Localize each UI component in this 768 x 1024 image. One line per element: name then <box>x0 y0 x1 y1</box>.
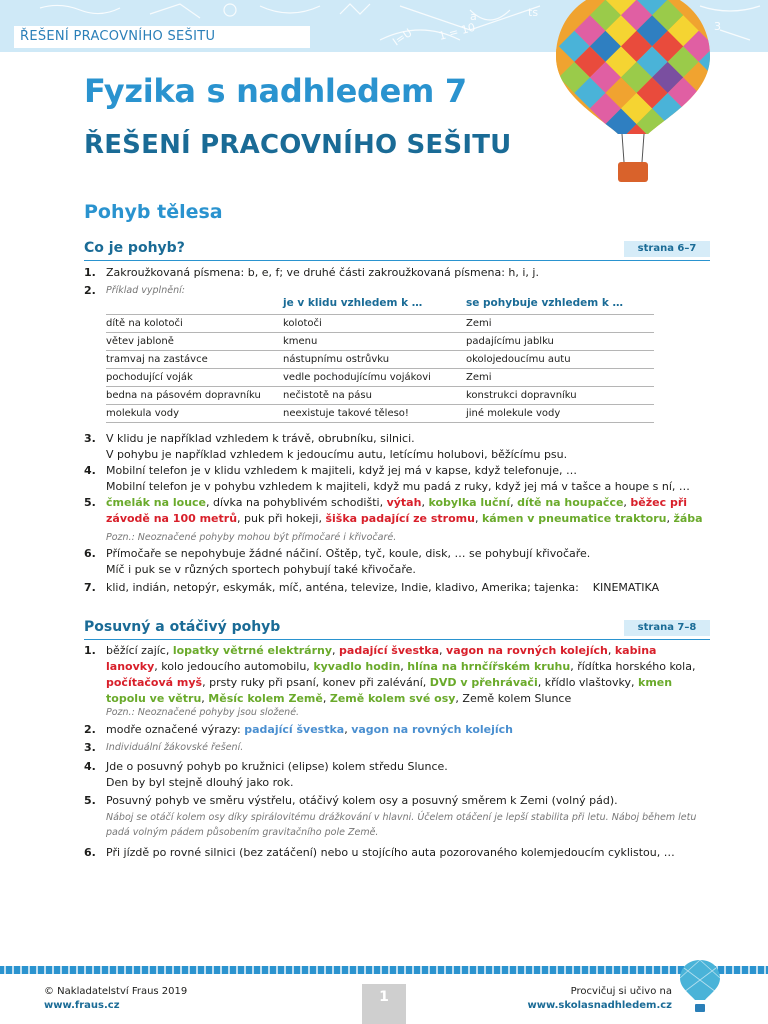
practice-text: Procvičuj si učivo na <box>570 986 672 997</box>
table-cell: tramvaj na zastávce <box>106 351 283 369</box>
text-fragment: , dívka na pohyblivém schodišti, <box>206 496 387 509</box>
page-number: 1 <box>362 984 406 1024</box>
document-subtitle: ŘEŠENÍ PRACOVNÍHO SEŠITU <box>84 130 512 160</box>
banner-label: ŘEŠENÍ PRACOVNÍHO SEŠITU <box>14 26 310 48</box>
highlighted-answer: Země kolem své osy <box>329 692 456 705</box>
table-cell: Zemi <box>466 315 654 333</box>
crossword-answer: KINEMATIKA <box>592 581 660 594</box>
highlighted-answer: kyvadlo hodin <box>313 660 401 673</box>
table-cell: konstrukci dopravníku <box>466 387 654 405</box>
item-text-line: Přímočaře se nepohybuje žádné náčiní. Oštěp, tyč, koule, disk, … se pohybují křivočaře. <box>106 547 591 560</box>
highlighted-answer: počítačová myš <box>106 676 203 689</box>
item-number: 7. <box>84 581 96 594</box>
item-text-line: V pohybu je například vzhledem k jedoucímu autu, letícímu holubovi, běžícímu psu. <box>106 448 568 461</box>
text-fragment: , křídlo vlaštovky, <box>537 676 638 689</box>
table-row <box>106 369 654 387</box>
highlighted-answer: kmen topolu ve větru <box>106 676 673 705</box>
item-text: Zakroužkovaná písmena: b, e, f; ve druhé části zakroužkovaná písmena: h, i, j. <box>106 266 539 279</box>
text-fragment: klid, indián, netopýr, eskymák, míč, anténa, televize, Indie, kladivo, Amerika; tajenka: <box>106 581 579 594</box>
text-fragment: modře označené výrazy: <box>106 723 245 736</box>
table-cell: jiné molekule vody <box>466 405 654 423</box>
balloon-logo-icon <box>678 958 722 1014</box>
copyright-text: © Nakladatelství Fraus 2019 <box>44 986 188 997</box>
item-number: 2. <box>84 723 96 736</box>
item-number: 3. <box>84 432 96 445</box>
item-note: Příklad vyplnění: <box>106 285 185 296</box>
text-fragment: , <box>400 660 408 673</box>
item-text: Při jízdě po rovné silnici (bez zatáčení) nebo u stojícího auta pozorovaného kolemjedoucím cyklistou, … <box>106 846 675 859</box>
svg-text:1 = 10: 1 = 10 <box>437 20 477 43</box>
table-cell: Zemi <box>466 369 654 387</box>
item-text-line: Mobilní telefon je v klidu vzhledem k majiteli, když jej má v kapse, když telefonuje, … <box>106 464 577 477</box>
item-note: Individuální žákovské řešení. <box>106 742 244 753</box>
highlighted-answer: šiška padající ze stromu <box>325 512 475 525</box>
table-cell: kmenu <box>283 333 466 351</box>
svg-text:a: a <box>470 10 477 23</box>
motion-reference-table <box>106 295 654 423</box>
section-title: Pohyb tělesa <box>84 201 223 223</box>
text-fragment: , <box>344 723 352 736</box>
svg-text:I=U: I=U <box>390 26 415 49</box>
text-fragment: , <box>607 644 615 657</box>
highlighted-answer: vagon na rovných kolejích <box>351 723 514 736</box>
text-fragment: , <box>439 644 447 657</box>
item-text <box>84 722 710 738</box>
answer-item-7 <box>84 580 710 596</box>
table-row <box>106 315 654 333</box>
text-fragment: , prsty ruky při psaní, konev při zalévání, <box>202 676 430 689</box>
highlighted-answer: běžec při závodě na 100 metrů <box>106 496 688 525</box>
item-note: Náboj se otáčí kolem osy díky spirálovitému drážkování v hlavni. Účelem otáčení je lepší stabilita při letu. Náboj během letu padá volným pádem působením gravitačního pole Země. <box>106 812 697 838</box>
table-cell: molekula vody <box>106 405 283 423</box>
answer-item-6 <box>84 845 710 861</box>
table-cell: bedna na pásovém dopravníku <box>106 387 283 405</box>
text-fragment: , <box>474 512 482 525</box>
svg-text:ts: ts <box>528 6 539 19</box>
table-cell: padajícímu jablku <box>466 333 654 351</box>
text-fragment: , <box>332 644 340 657</box>
text-fragment: , <box>421 496 429 509</box>
page-reference-tag: strana 7–8 <box>624 620 710 636</box>
table-cell: kolotoči <box>283 315 466 333</box>
item-text-line: Den by byl stejně dlouhý jako rok. <box>106 776 294 789</box>
item-number: 2. <box>84 284 96 297</box>
highlighted-answer: padající švestka <box>244 723 345 736</box>
table-cell: vedle pochodujícímu vojákovi <box>283 369 466 387</box>
highlighted-answer: dítě na houpačce <box>517 496 624 509</box>
item-text: Posuvný pohyb ve směru výstřelu, otáčivý kolem osy a posuvný směrem k Zemi (volný pád). <box>106 794 618 807</box>
highlighted-answer: vagon na rovných kolejích <box>446 644 608 657</box>
subsection-title: Posuvný a otáčivý pohyb <box>84 619 281 635</box>
item-text-line: Mobilní telefon je v pohybu vzhledem k majiteli, když mu padá z ruky, když jej má v tašce a houpe s ní, … <box>106 480 690 493</box>
item-text <box>84 580 710 596</box>
table-cell: větev jabloně <box>106 333 283 351</box>
highlighted-answer: Měsíc kolem Země <box>208 692 323 705</box>
text-fragment: , Země kolem Slunce <box>455 692 572 705</box>
practice-link[interactable]: www.skolasnadhledem.cz <box>527 1000 672 1011</box>
answer-item-5 <box>84 793 710 809</box>
table-cell: nečistotě na pásu <box>283 387 466 405</box>
text-fragment: , kolo jedoucího automobilu, <box>154 660 314 673</box>
footer-decorative-border <box>0 966 768 974</box>
table-cell: nástupnímu ostrůvku <box>283 351 466 369</box>
item-number: 4. <box>84 464 96 477</box>
answer-item-3 <box>84 431 710 463</box>
text-fragment: , <box>510 496 518 509</box>
subsection-header-co-je-pohyb <box>84 239 710 261</box>
svg-text:3: 3 <box>714 20 721 33</box>
item-number: 1. <box>84 644 96 657</box>
table-header <box>106 295 283 315</box>
answer-item-2 <box>84 722 710 738</box>
highlighted-answer: kabina lanovky <box>106 644 657 673</box>
subsection-title: Co je pohyb? <box>84 240 185 256</box>
highlighted-answer: kámen v pneumatice traktoru <box>481 512 667 525</box>
table-cell: neexistuje takové těleso! <box>283 405 466 423</box>
footer-publisher <box>44 985 187 1013</box>
highlighted-answer: hlína na hrnčířském kruhu <box>407 660 571 673</box>
highlighted-answer: čmelák na louce <box>106 496 207 509</box>
table-header: se pohybuje vzhledem k … <box>466 295 654 315</box>
answer-item-4 <box>84 759 710 791</box>
document-title: Fyzika s nadhledem 7 <box>84 72 467 110</box>
text-fragment: , puk při hokeji, <box>237 512 326 525</box>
highlighted-answer: lopatky větrné elektrárny <box>172 644 333 657</box>
text-fragment: , řídítka horského kola, <box>570 660 696 673</box>
table-row <box>106 387 654 405</box>
table-row <box>106 333 654 351</box>
table-header-row <box>106 295 654 315</box>
text-fragment: , <box>201 692 209 705</box>
item-number: 1. <box>84 266 96 279</box>
highlighted-answer: DVD v přehrávači <box>429 676 538 689</box>
subsection-header-posuvny-pohyb <box>84 618 710 640</box>
answer-item-5 <box>84 495 710 527</box>
highlighted-answer: padající švestka <box>339 644 440 657</box>
table-row <box>106 405 654 423</box>
item-number: 3. <box>84 741 96 754</box>
page-reference-tag: strana 6–7 <box>624 241 710 257</box>
highlighted-answer: kobylka luční <box>428 496 511 509</box>
item-text <box>84 495 710 527</box>
text-fragment: běžící zajíc, <box>106 644 173 657</box>
item-number: 5. <box>84 794 96 807</box>
text-fragment: , <box>623 496 631 509</box>
item-note: Pozn.: Neoznačené pohyby jsou složené. <box>106 707 300 718</box>
item-number: 6. <box>84 547 96 560</box>
answer-item-4 <box>84 463 710 495</box>
publisher-link[interactable]: www.fraus.cz <box>44 1000 120 1011</box>
answer-item-6 <box>84 546 710 578</box>
answer-item-3 <box>84 740 710 756</box>
answer-item-1 <box>84 265 710 281</box>
item-text-line: Jde o posuvný pohyb po kružnici (elipse) kolem středu Slunce. <box>106 760 448 773</box>
table-header: je v klidu vzhledem k … <box>283 295 466 315</box>
item-text <box>84 643 710 707</box>
highlighted-answer: žába <box>673 512 703 525</box>
item-number: 6. <box>84 846 96 859</box>
table-cell: pochodující voják <box>106 369 283 387</box>
item-text-line: Míč i puk se v různých sportech pohybují také křivočaře. <box>106 563 416 576</box>
item-note: Pozn.: Neoznačené pohyby mohou být přímočaré i křivočaré. <box>106 532 397 543</box>
table-row <box>106 351 654 369</box>
text-fragment: , <box>666 512 674 525</box>
item-number: 4. <box>84 760 96 773</box>
footer-practice <box>528 985 672 1013</box>
hot-air-balloon-illustration <box>548 0 718 190</box>
table-cell: okolojedoucímu autu <box>466 351 654 369</box>
answer-item-1 <box>84 643 710 707</box>
item-text-line: V klidu je například vzhledem k trávě, obrubníku, silnici. <box>106 432 415 445</box>
item-number: 5. <box>84 496 96 509</box>
text-fragment: , <box>322 692 330 705</box>
highlighted-answer: výtah <box>386 496 422 509</box>
table-cell: dítě na kolotoči <box>106 315 283 333</box>
